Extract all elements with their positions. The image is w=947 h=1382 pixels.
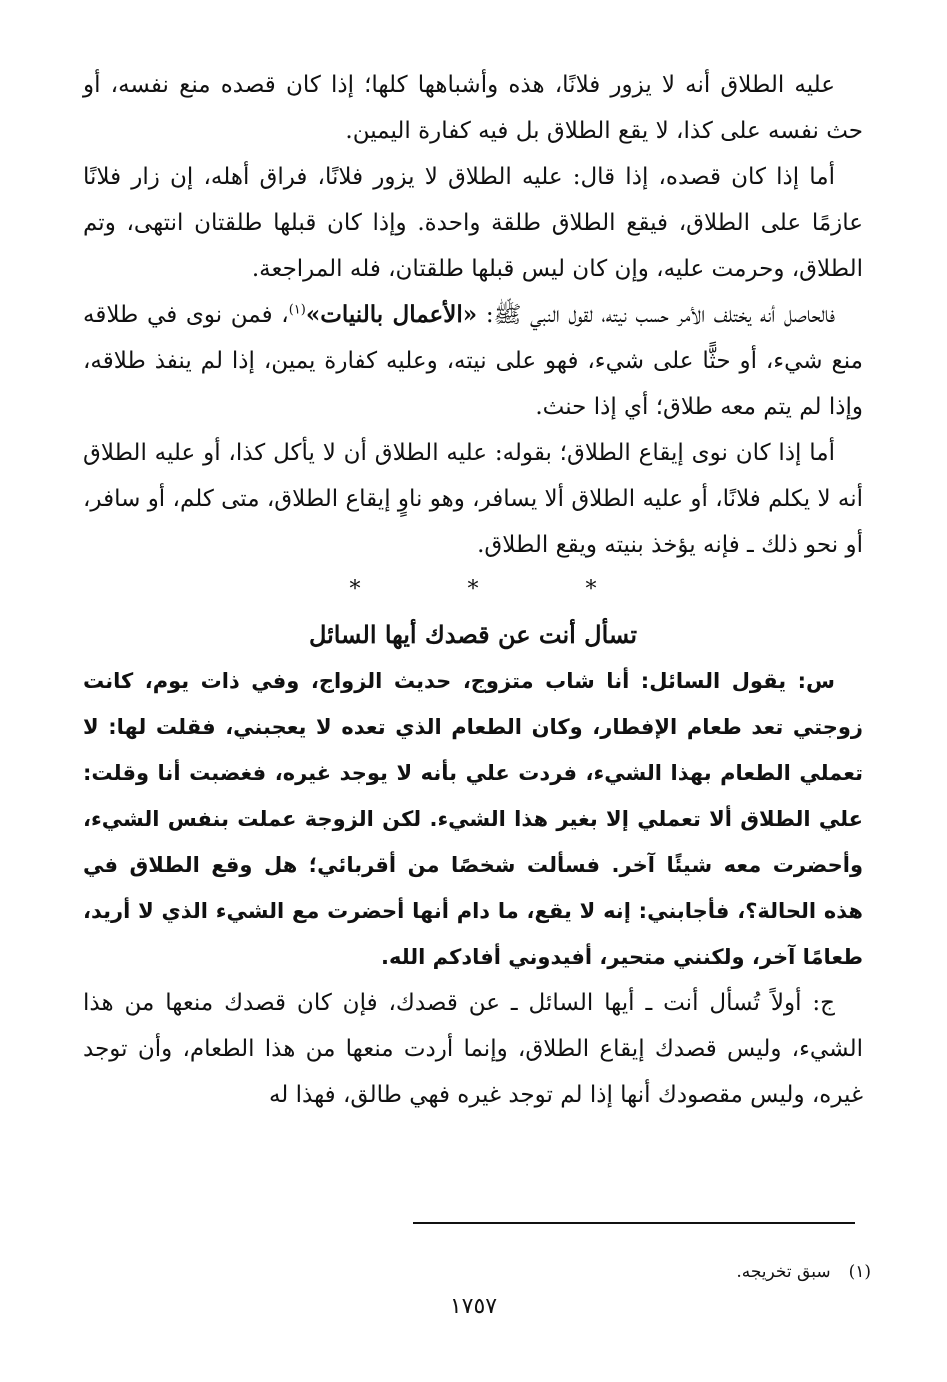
paragraph-1: عليه الطلاق أنه لا يزور فلانًا، هذه وأشباهها كلها؛ إذا كان قصده منع نفسه، أو حث نفسه على كذا، لا يقع الطلاق بل فيه كفارة اليمين.: [83, 72, 863, 144]
answer-text: ج: أولاً تُسأل أنت ـ أيها السائل ـ عن قصدك، فإن كان قصدك منعها من هذا الشيء، وليس قصدك إيقاع الطلاق، وإنما أردت منعها من هذا الطعام، وأن توجد غيره، وليس مقصودك أنها إذا لم توجد غيره فهي طالق، فهذا له: [83, 990, 863, 1108]
footnote-ref[interactable]: (١): [288, 302, 306, 318]
footnote-divider: [413, 1222, 855, 1224]
body-text: [83, 62, 863, 1118]
question-text: س: يقول السائل: أنا شاب متزوج، حديث الزواج، وفي ذات يوم، كانت زوجتي تعد طعام الإفطار، وكان الطعام الذي تعده لا يعجبني، فقلت لها: لا تعملي الطعام بهذا الشيء، فردت علي بأنه لا يوجد غيره، فغضبت أنا وقلت: علي الطلاق ألا تعملي إلا بغير هذا الشيء. لكن الزوجة عملت بنفس الشيء، وأحضرت معه شيئًا آخر. فسألت شخصًا من أقربائي؛ هل وقع الطلاق في هذه الحالة؟، فأجابني: إنه لا يقع، ما دام أنها أحضرت مع الشيء الذي لا أريد، طعامًا آخر، ولكنني متحير، أفيدوني أفادكم الله.: [83, 669, 863, 969]
footnote-number: (١): [848, 1262, 871, 1282]
section-title: تسأل أنت عن قصدك أيها السائل: [308, 620, 638, 649]
paragraph-2: أما إذا كان قصده، إذا قال: عليه الطلاق لا يزور فلانًا، فراق أهله، إن زار فلانًا عازمًا على الطلاق، فيقع الطلاق طلقة واحدة. وإذا كان قبلها طلقتان انتهى، وتم الطلاق، وحرمت عليه، وإن كان ليس قبلها طلقتان، فله المراجعة.: [83, 164, 863, 282]
section-separator: * * *: [349, 577, 647, 602]
paragraph-4: أما إذا كان نوى إيقاع الطلاق؛ بقوله: عليه الطلاق أن لا يأكل كذا، أو عليه الطلاق أنه لا يكلم فلانًا، أو عليه الطلاق ألا يسافر، وهو ناوٍ إيقاع الطلاق، متى كلم، أو سافر، أو نحو ذلك ـ فإنه يؤخذ بنيته ويقع الطلاق.: [83, 440, 863, 558]
paragraph-3: [83, 292, 863, 430]
hadith-intro: فالحاصل أنه يختلف الأمر حسب نيته، لقول النبي ﷺ:: [477, 302, 835, 328]
hadith-continuation: ، فمن نوى في طلاقه منع شيء، أو حثًّا على شيء، فهو على نيته، وعليه كفارة يمين، إذا لم ينفذ طلاقه، وإذا لم يتم معه طلاق؛ أي إذا حنث.: [83, 302, 863, 420]
footnote-text: سبق تخريجه.: [736, 1262, 831, 1282]
footnote: [91, 1258, 871, 1286]
page-number: ١٧٥٧: [449, 1294, 498, 1319]
hadith-quote: «الأعمال بالنيات»: [305, 301, 478, 328]
